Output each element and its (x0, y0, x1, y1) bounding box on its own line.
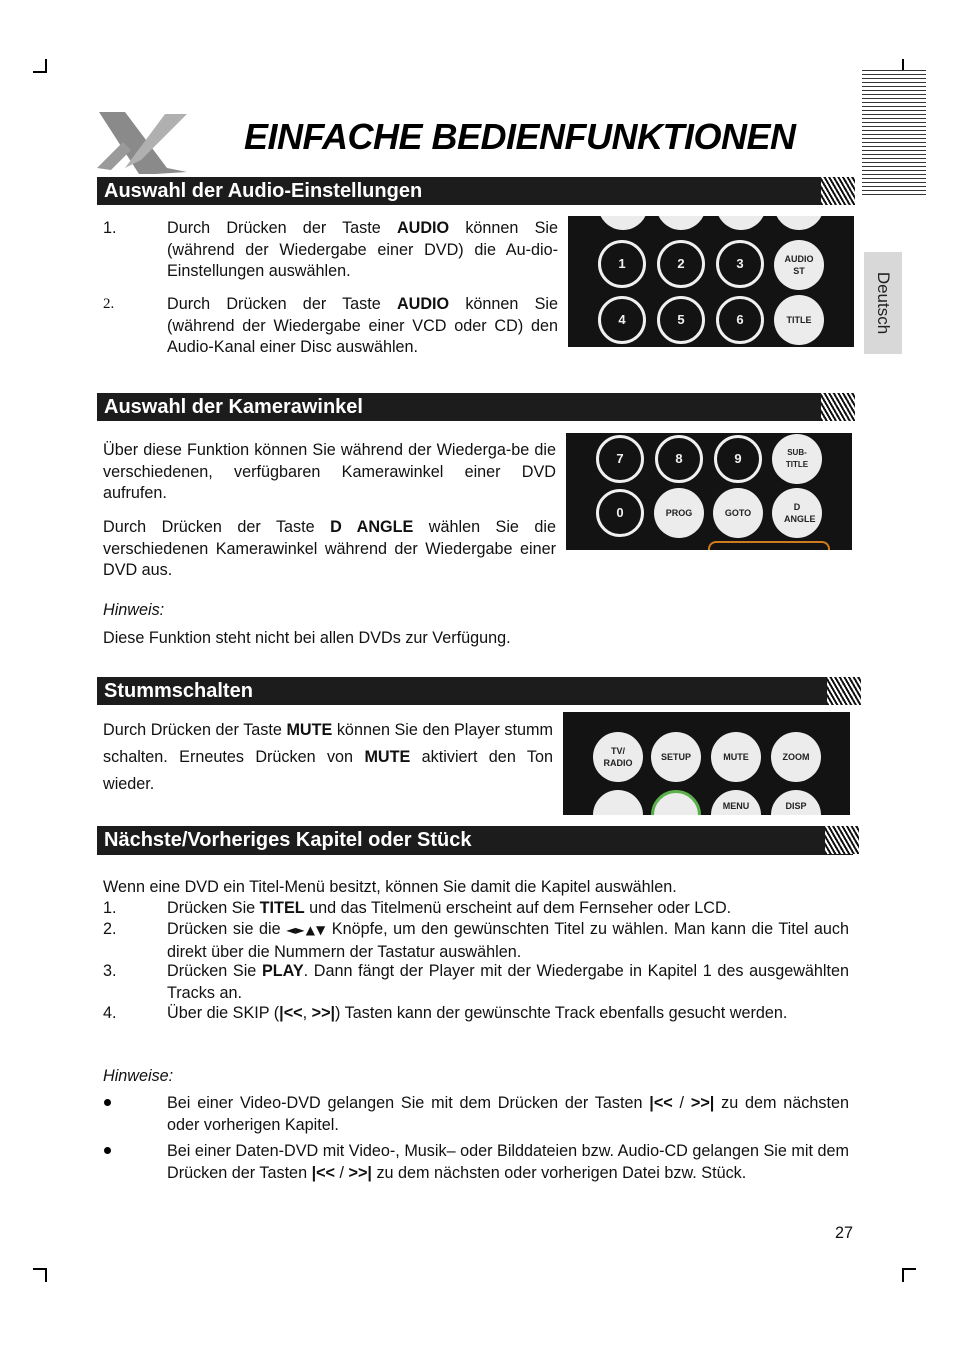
remote-button-label: 2 (677, 256, 685, 271)
key-label: MUTE (364, 748, 411, 766)
decorative-stripes (862, 70, 926, 198)
page-number: 27 (835, 1224, 854, 1242)
remote-button-label: 1 (618, 256, 626, 271)
remote-button-5 (657, 296, 705, 344)
remote-button-return-partial (593, 790, 643, 815)
remote-button-setup (651, 732, 701, 782)
remote-button-subtitle (772, 434, 822, 484)
remote-button-label: PROG (665, 508, 693, 518)
text: / (335, 1163, 349, 1182)
highlight-outline (708, 541, 830, 550)
key-label: |<< (311, 1163, 336, 1182)
angle-paragraph-2 (103, 517, 556, 582)
remote-button-label: 7 (616, 451, 624, 466)
remote-button-1 (598, 240, 646, 288)
list-number: 3. (103, 962, 117, 980)
list-number: 1. (103, 219, 117, 237)
section-header-angle (97, 393, 849, 421)
text: Durch Drücken der Taste (103, 721, 287, 739)
text: / (672, 1094, 691, 1112)
section-heading: Nächste/Vorheriges Kapitel oder Stück (104, 829, 472, 851)
angle-paragraph-1: Über diese Funktion können Sie während der Wiederga-be die verschiedenen, verfügbaren Kamerawinkel einer DVD aufrufen. (103, 441, 556, 502)
key-label: >>| (690, 1094, 715, 1112)
heading-pattern (825, 826, 859, 854)
remote-button-0 (596, 489, 644, 537)
list-number: 2. (103, 296, 115, 312)
remote-button-label: 6 (736, 312, 744, 327)
crop-mark-bottom-left (33, 1268, 47, 1282)
chapter-intro: Wenn eine DVD ein Titel-Menü besitzt, können Sie damit die Kapitel auswählen. (103, 878, 677, 896)
remote-button-top-partial (774, 216, 824, 230)
remote-button-9 (714, 435, 762, 483)
remote-button-3 (716, 240, 764, 288)
remote-button-7 (596, 435, 644, 483)
key-label: >>| (311, 1004, 336, 1022)
chapter-step-2 (167, 919, 849, 963)
text: Durch Drücken der Taste (167, 295, 397, 313)
section-heading: Auswahl der Kamerawinkel (104, 396, 363, 418)
chapter-step-4 (167, 1003, 849, 1025)
text: können Sie den Player stumm schalten. Erneutes Drücken von (103, 721, 553, 766)
section-header-mute (97, 677, 855, 705)
remote-button-d-angle (772, 488, 822, 538)
note-text: Diese Funktion steht nicht bei allen DVDs zur Verfügung. (103, 629, 511, 647)
key-label: >>| (348, 1163, 372, 1182)
remote-image-angle (566, 433, 852, 550)
remote-button-display (771, 790, 821, 815)
remote-button-menu (711, 790, 761, 815)
text: Drücken sie die (167, 920, 287, 938)
key-label: AUDIO (396, 219, 450, 237)
key-label: MUTE (286, 721, 333, 739)
text: können Sie (während der Wiedergabe einer DVD) die Au-dio-Einstellungen auswählen. (167, 219, 558, 280)
remote-button-up-partial (651, 790, 701, 815)
brand-logo-icon (95, 108, 195, 176)
remote-button-label: ZOOM (782, 752, 810, 762)
list-number: 4. (103, 1004, 117, 1022)
remote-button-label: TV/ RADIO (603, 746, 633, 768)
remote-button-tv-radio (593, 732, 643, 782)
chapter-step-1 (167, 898, 849, 920)
text: zu dem nächsten oder vorherigen Kapitel. (167, 1094, 850, 1134)
remote-button-mute (711, 732, 761, 782)
text: können Sie (während der Wiedergabe einer VCD oder CD) den Audio-Kanal einer Disc auswählen. (167, 295, 558, 356)
remote-button-title (774, 295, 824, 345)
remote-button-top-partial (598, 216, 648, 230)
bullet-icon (104, 1099, 111, 1106)
crop-mark-bottom-right (902, 1268, 916, 1282)
remote-button-label: GOTO (724, 508, 752, 518)
key-label: D ANGLE (330, 518, 414, 536)
text: Durch Drücken der Taste (167, 219, 397, 237)
text: Über die SKIP ( (167, 1004, 280, 1022)
remote-image-audio (568, 216, 854, 347)
remote-button-label: SETUP (660, 752, 691, 762)
remote-button-label: AUDIO ST (784, 254, 814, 276)
key-label: AUDIO (396, 295, 450, 313)
list-number: 1. (103, 899, 117, 917)
key-label: PLAY (261, 962, 304, 980)
text: wählen Sie die verschiedenen Kamerawinkel während der Wiedergabe einer DVD aus. (103, 518, 556, 579)
note-label-text: Hinweis: (103, 601, 165, 619)
remote-button-label: TITLE (786, 315, 812, 325)
text: Bei einer Daten-DVD mit Video-, Musik– oder Bilddateien bzw. Audio-CD gelangen Sie mit dem Drücken der Tasten (167, 1142, 849, 1182)
remote-button-label: DISP (785, 801, 807, 811)
text: ) Tasten kann der gewünschte Track ebenfalls gesucht werden. (335, 1004, 788, 1022)
key-label: |<< (279, 1004, 303, 1022)
section-heading: Auswahl der Audio-Einstellungen (104, 180, 423, 202)
remote-button-prog (654, 488, 704, 538)
remote-button-label: 0 (616, 505, 624, 520)
chapter-note-1 (167, 1093, 849, 1136)
remote-button-label: 5 (677, 312, 685, 327)
remote-button-label: MUTE (723, 752, 749, 762)
text: Durch Drücken der Taste (103, 518, 331, 536)
audio-item-2 (167, 294, 558, 359)
chapter-step-3 (167, 961, 849, 1004)
remote-button-zoom (771, 732, 821, 782)
note-label (103, 600, 164, 622)
chapter-note-2 (167, 1141, 849, 1184)
remote-button-audio (774, 240, 824, 290)
bullet-icon (104, 1147, 111, 1154)
remote-image-mute (563, 712, 850, 815)
remote-button-4 (598, 296, 646, 344)
text: Drücken Sie (167, 899, 260, 917)
remote-button-label: D ANGLE (784, 502, 816, 524)
notes-label (103, 1066, 173, 1088)
page-title: EINFACHE BEDIENFUNKTIONEN (244, 116, 796, 157)
crop-mark-top-left (33, 59, 47, 73)
text: aktiviert den Ton wieder. (103, 748, 553, 793)
heading-pattern (821, 177, 855, 205)
remote-button-2 (657, 240, 705, 288)
notes-label-text: Hinweise: (103, 1067, 174, 1085)
remote-button-label: MENU (722, 801, 750, 811)
key-label: |<< (649, 1094, 673, 1112)
remote-button-top-partial (656, 216, 706, 230)
text: Knöpfe, um den gewünschten Titel zu wählen. Man kann die Titel auch direkt über die Nummern der Tastatur auswählen. (167, 920, 849, 961)
text: und das Titelmenü erscheint auf dem Fernseher oder LCD. (304, 899, 732, 917)
language-tab (864, 252, 902, 354)
remote-button-label: 8 (675, 451, 683, 466)
section-header-chapter (97, 826, 853, 855)
text: , (302, 1004, 312, 1022)
list-number: 2. (103, 920, 117, 938)
heading-pattern (821, 393, 855, 421)
text: Bei einer Video-DVD gelangen Sie mit dem Drücken der Tasten (167, 1094, 650, 1112)
key-label: TITEL (259, 899, 305, 917)
text: zu dem nächsten oder vorherigen Datei bzw. Stück. (371, 1163, 747, 1182)
remote-button-top-partial (716, 216, 766, 230)
remote-button-goto (713, 488, 763, 538)
arrow-keys-icon: ◄►▲▼ (286, 923, 327, 937)
remote-button-label: 3 (736, 256, 744, 271)
remote-button-6 (716, 296, 764, 344)
remote-button-8 (655, 435, 703, 483)
language-tab-label: Deutsch (874, 271, 893, 335)
heading-pattern (827, 677, 861, 705)
remote-button-label: SUB-TITLE (785, 448, 809, 469)
section-heading: Stummschalten (104, 680, 253, 702)
text: . Dann fängt der Player mit der Wiedergabe in Kapitel 1 des ausgewählten Tracks an. (167, 962, 849, 1002)
remote-button-label: 4 (618, 312, 626, 327)
section-header-audio (97, 177, 849, 205)
remote-button-label: 9 (734, 451, 742, 466)
audio-item-1 (167, 218, 558, 283)
mute-paragraph (103, 717, 553, 798)
text: Drücken Sie (167, 962, 262, 980)
